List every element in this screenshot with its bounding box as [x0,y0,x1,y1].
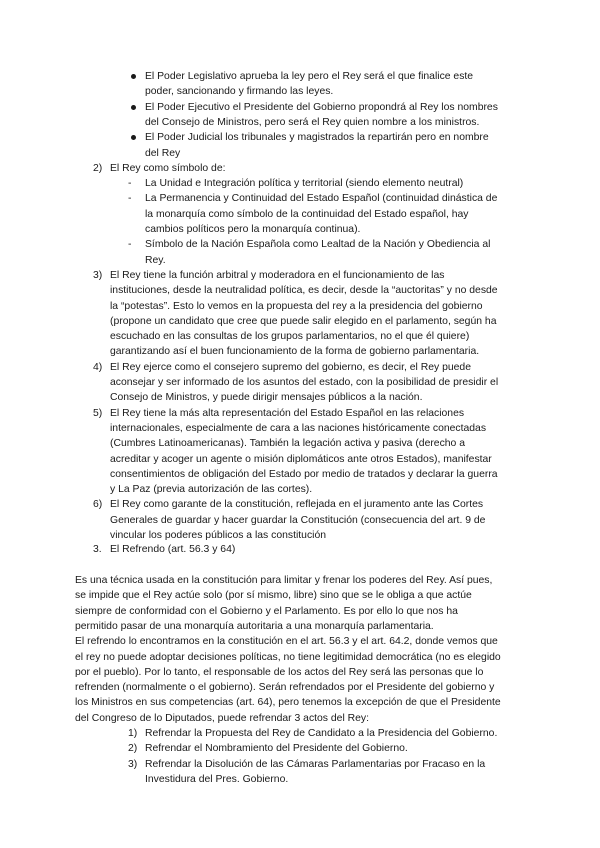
paragraph-line: El refrendo lo encontramos en la constitución en el art. 56.3 y el art. 64.2, donde vemos que [75,636,498,648]
bullet-line: El Poder Legislativo aprueba la ley pero el Rey será el que finalice este [145,71,474,82]
item-line: El Rey tiene la función arbitral y moderadora en el funcionamiento de las [110,269,445,281]
item-line: internacionales, especialmente de cara a las naciones históricamente conectadas [110,422,487,434]
item-line: acreditar y acoger un agente o misión diplomáticos ante otros Estados), manifestar [110,453,492,465]
bullet-line: poder, sancionando y firmando las leyes. [145,86,334,98]
item-line: instituciones, desde la neutralidad política, es decir, desde la “auctoritas” y no desde [110,285,498,297]
bullet-icon [131,74,136,79]
dash-line: cambios políticos pero la monarquía continua). [145,224,361,235]
item-line: y La Paz (previa autorización de las cortes). [110,484,313,496]
dash-line: la monarquía como símbolo de la continuidad del Estado español, hay [145,208,469,220]
bullet-line: del Rey [145,147,181,159]
act-number: 3) [128,758,138,770]
item-number: 2) [93,162,103,174]
bullet-line: del Consejo de Ministros, pero será el Rey quien nombre a los ministros. [145,116,480,128]
act-line: Refrendar la Propuesta del Rey de Candidato a la Presidencia del Gobierno. [145,728,498,739]
dash-line: La Unidad e Integración política y territorial (siendo elemento neutral) [145,178,464,190]
item-number: 4) [93,361,103,373]
paragraph-line: los Ministros en sus competencias (art. 64), pero tenemos la excepción de que el Presidente [75,697,501,709]
dash-line: Símbolo de la Nación Española como Lealtad de la Nación y Obediencia al [145,239,491,251]
section-number: 3. [93,544,102,555]
paragraph-line: siempre de conformidad con el Gobierno y el Parlamento. Es por ello lo que nos ha [75,605,458,617]
item-number: 6) [93,499,103,511]
dash-marker: - [128,178,132,190]
paragraph-line: refrenden (normalmente o el gobierno). Serán refrendados por el Presidente del gobierno y [75,682,495,694]
item-line: El Rey ejerce como el consejero supremo del gobierno, es decir, el Rey puede [110,361,471,373]
act-number: 2) [128,743,138,755]
bullet-line: El Poder Judicial los tribunales y magistrados la repartirán pero en nombre [145,132,489,144]
dash-line: Rey. [145,254,166,266]
paragraph-line: del Congreso de lo Diputados, puede refrendar 3 actos del Rey: [75,712,370,724]
item-line: vincular los poderes públicos a las constitución [110,530,327,541]
item-line: la “potestas”. Esto lo vemos en la propuesta del rey a la presidencia del gobierno [110,300,483,312]
item-line: consentimientos de obligación del Estado por medio de tratados y declarar la guerra [110,468,498,480]
bullet-icon [131,105,136,110]
act-line: Refrendar el Nombramiento del Presidente del Gobierno. [145,743,408,755]
item-line: Generales de guardar y hacer guardar la Constitución (consecuencia del art. 9 de [110,514,486,526]
dash-marker: - [128,239,132,251]
item-line: (Cumbres Latinoamericanas). También la legación activa y pasiva (derecho a [110,438,466,450]
paragraph-line: permitido pasar de una monarquía autoritaria a una monarquía parlamentaria. [75,620,434,632]
paragraph-line: el rey no puede adoptar decisiones políticas, no tiene legitimidad democrática (no es elegido [75,651,501,663]
item-line: El Rey como garante de la constitución, reflejada en el juramento ante las Cortes [110,499,484,511]
bullet-line: El Poder Ejecutivo el Presidente del Gobierno propondrá al Rey los nombres [145,101,498,113]
section-title: El Refrendo (art. 56.3 y 64) [110,544,236,555]
dash-marker: - [128,193,132,205]
act-number: 1) [128,728,138,739]
item-line: garantizando así el buen funcionamiento de la forma de gobierno parlamentaria. [110,346,480,358]
item-line: El Rey tiene la más alta representación del Estado Español en las relaciones [110,407,465,419]
paragraph-line: Es una técnica usada en la constitución para limitar y frenar los poderes del Rey. Así pues, [75,575,493,586]
act-line: Refrendar la Disolución de las Cámaras Parlamentarias por Fracaso en la [145,758,486,770]
bullet-icon [131,135,136,140]
item-line: Consejo de Ministros, y puede dirigir mensajes públicos a la nación. [110,392,423,404]
paragraph-line: por el pueblo). Por lo tanto, el responsable de los actos del Rey será las personas que lo [75,666,484,678]
item-line: (propone un candidato que cree que puede salir elegido en el parlamento, según ha [110,315,497,327]
dash-line: La Permanencia y Continuidad del Estado Español (continuidad dinástica de [145,193,498,205]
item-line: El Rey como símbolo de: [110,162,226,174]
act-line: Investidura del Pres. Gobierno. [145,773,289,785]
item-number: 3) [93,269,103,281]
item-line: aconsejar y ser informado de los asuntos del estado, con la posibilidad de presidir el [110,377,499,388]
item-line: escuchado en las consultas de los grupos parlamentarios, no el que él quiere) [110,331,470,343]
item-number: 5) [93,407,103,419]
paragraph-line: se impide que el Rey actúe solo (por sí mismo, libre) sino que se le obliga a que actúe [75,590,472,602]
